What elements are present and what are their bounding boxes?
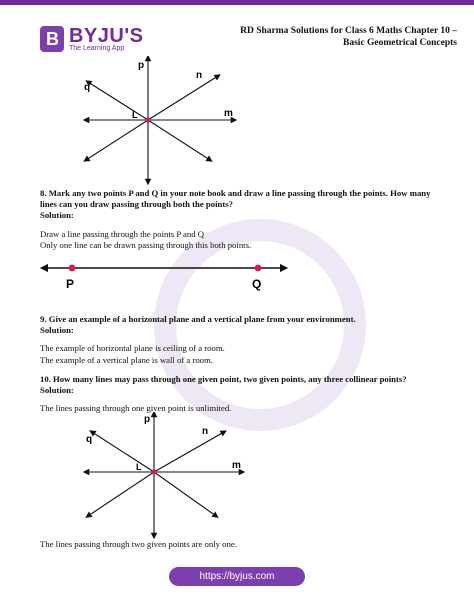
question-9-solution-label: Solution: <box>40 325 74 336</box>
point-q-label: Q <box>252 277 262 291</box>
page-title-line1: RD Sharma Solutions for Class 6 Maths Chapter 10 – <box>240 26 457 36</box>
point-q <box>255 265 262 272</box>
line-n-down <box>86 120 148 160</box>
line-pq-figure <box>40 258 290 294</box>
question-10-solution-label: Solution: <box>40 385 74 396</box>
label-q: q <box>84 82 91 93</box>
label-n: n <box>196 70 203 81</box>
question-8-answer-line1: Draw a line passing through the points P and Q <box>40 228 204 239</box>
logo-letter: B <box>46 29 59 49</box>
question-8-answer-line2: Only one line can be drawn passing through this both points. <box>40 239 252 250</box>
line-q-down <box>148 120 210 160</box>
lines-figure-bottom <box>82 412 254 540</box>
question-9-text: 9. Give an example of a horizontal plane and a vertical plane from your environment. <box>40 314 356 324</box>
question-10-answer-line1: The lines passing through one given point is unlimited. <box>40 403 232 414</box>
page-title <box>227 25 457 49</box>
label-q: q <box>86 434 93 445</box>
byjus-logo <box>40 26 160 56</box>
label-n: n <box>202 426 209 437</box>
question-9-answer-line1: The example of horizontal plane is ceiling of a room. <box>40 343 225 354</box>
page-title-line2: Basic Geometrical Concepts <box>343 38 457 48</box>
label-m: m <box>224 108 233 119</box>
point-p-label: P <box>66 277 75 291</box>
label-l: L <box>132 110 138 120</box>
lines-figure-top <box>82 56 252 186</box>
footer-url-link[interactable]: https://byjus.com <box>169 567 305 586</box>
point-p <box>69 265 76 272</box>
top-accent-bar <box>0 0 474 5</box>
question-9 <box>40 314 440 366</box>
question-10-text: 10. How many lines may pass through one given point, two given points, any three collinear points? <box>40 374 407 384</box>
line-n-up <box>148 76 218 120</box>
question-10-continued <box>40 539 440 550</box>
label-p: p <box>138 60 145 71</box>
label-l: L <box>136 462 142 472</box>
logo-brand-name: BYJU'S <box>69 25 144 47</box>
intersection-point <box>151 469 156 474</box>
question-8-text: 8. Mark any two points P and Q in your note book and draw a line passing through the points. How many lines can you draw passing through both the points? <box>40 188 431 210</box>
label-m: m <box>232 460 241 471</box>
label-p: p <box>144 414 151 425</box>
question-8-solution-label: Solution: <box>40 210 74 221</box>
line-q-up <box>88 82 148 120</box>
question-10 <box>40 374 440 415</box>
question-8 <box>40 188 440 251</box>
logo-tagline: The Learning App <box>69 45 125 52</box>
intersection-point <box>145 117 150 122</box>
question-10-answer-line2: The lines passing through two given points are only one. <box>40 539 237 549</box>
logo-badge <box>40 26 64 52</box>
question-9-answer-line2: The example of a vertical plane is wall of a room. <box>40 354 213 365</box>
